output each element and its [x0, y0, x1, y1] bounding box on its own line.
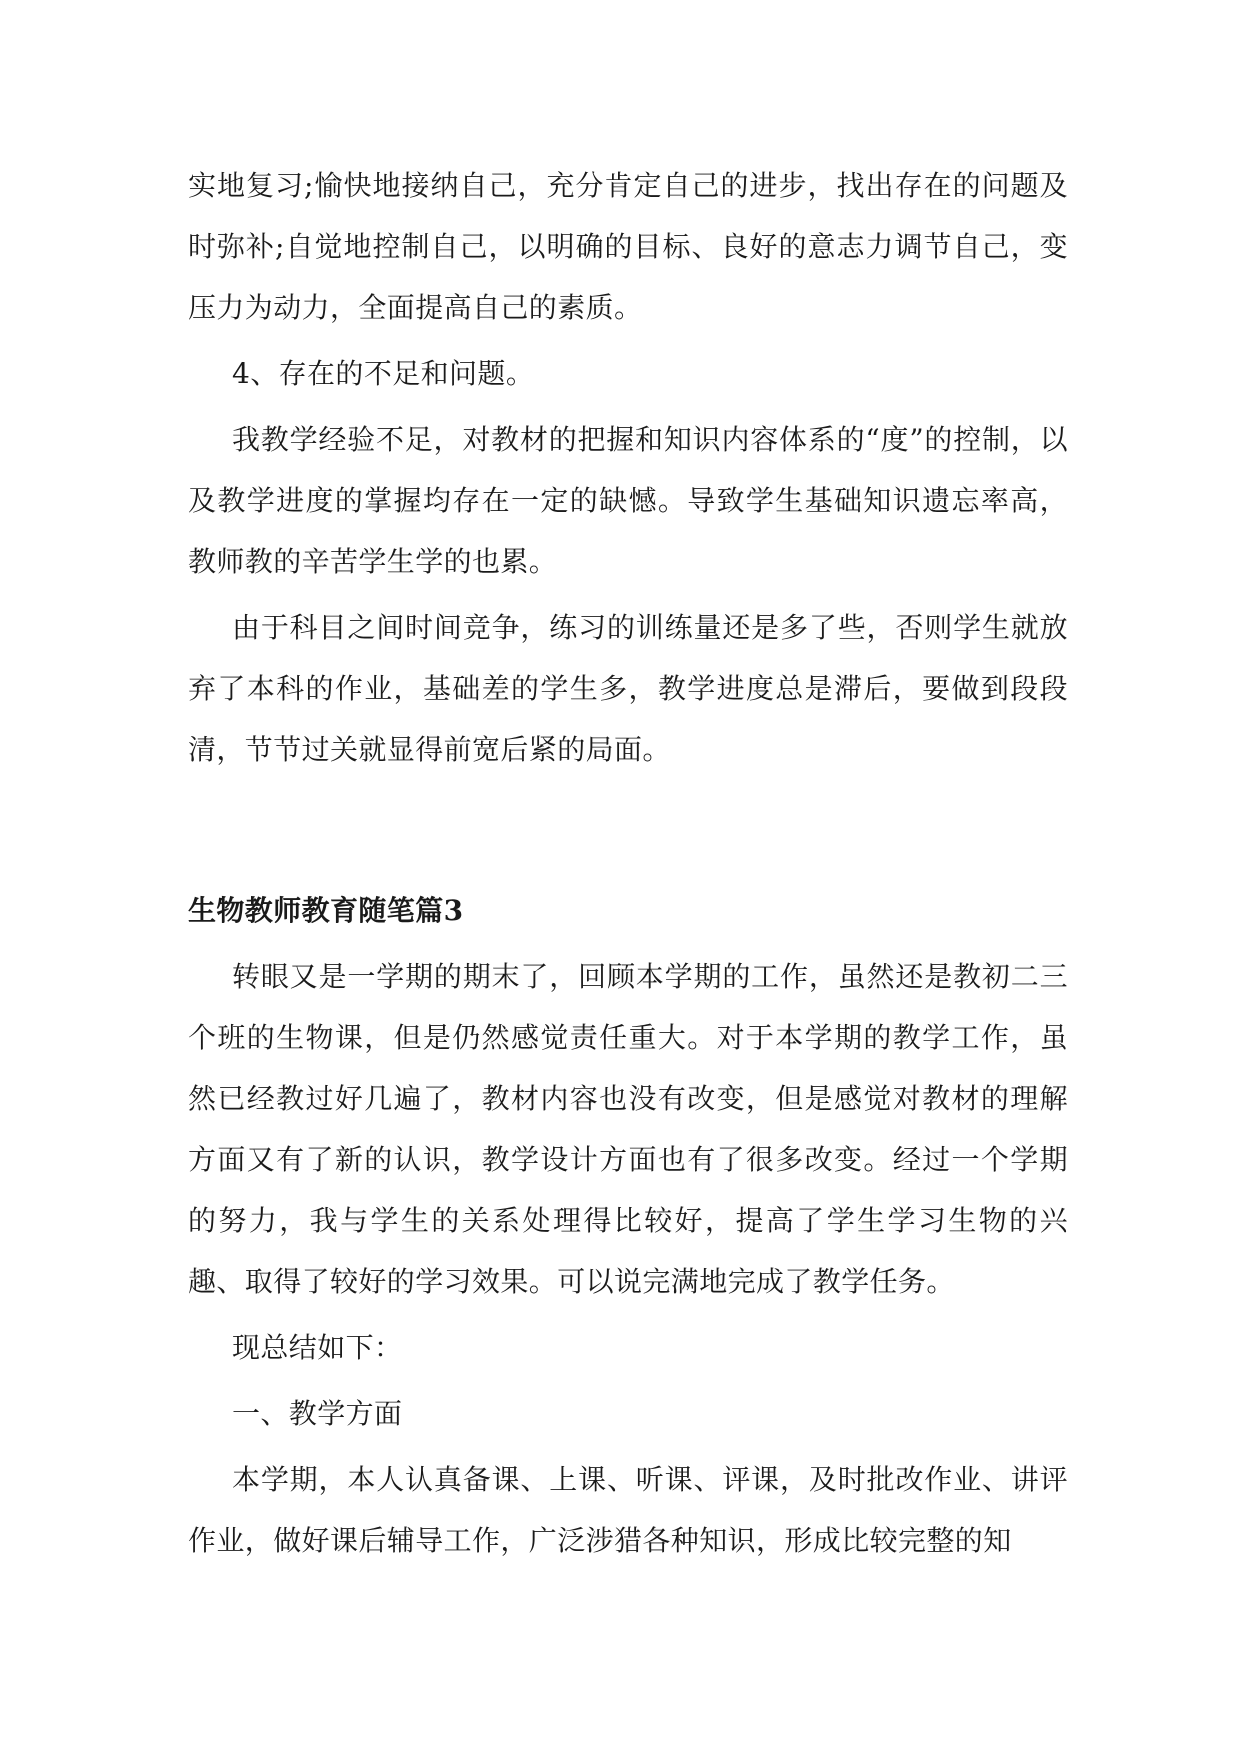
section-heading: 生物教师教育随笔篇3 — [188, 894, 464, 927]
paragraph-experience: 我教学经验不足，对教材的把握和知识内容体系的“度”的控制，以及教学进度的掌握均存在一定的缺憾。导致学生基础知识遗忘率高，教师教的辛苦学生学的也累。 — [188, 423, 1068, 578]
document-body — [188, 155, 1068, 1571]
paragraph-summary-intro: 现总结如下： — [232, 1331, 403, 1364]
paragraph-time-competition: 由于科目之间时间竞争，练习的训练量还是多了些，否则学生就放弃了本科的作业，基础差的学生多，教学进度总是滞后，要做到段段清，节节过关就显得前宽后紧的局面。 — [188, 611, 1068, 766]
paragraph-teaching-detail: 本学期，本人认真备课、上课、听课、评课，及时批改作业、讲评作业，做好课后辅导工作，广泛涉猎各种知识，形成比较完整的知 — [188, 1463, 1068, 1557]
paragraph-semester-review: 转眼又是一学期的期末了，回顾本学期的工作，虽然还是教初二三个班的生物课，但是仍然感觉责任重大。对于本学期的教学工作，虽然已经教过好几遍了，教材内容也没有改变，但是感觉对教材的理解方面又有了新的认识，教学设计方面也有了很多改变。经过一个学期的努力，我与学生的关系处理得比较好，提高了学生学习生物的兴趣、取得了较好的学习效果。可以说完满地完成了教学任务。 — [188, 960, 1068, 1298]
paragraph-review-continuation: 实地复习;愉快地接纳自己，充分肯定自己的进步，找出存在的问题及时弥补;自觉地控制自己，以明确的目标、良好的意志力调节自己，变压力为动力，全面提高自己的素质。 — [188, 169, 1068, 324]
paragraph-shortcomings-heading: 4、存在的不足和问题。 — [232, 357, 535, 390]
paragraph-teaching-heading: 一、教学方面 — [232, 1397, 403, 1430]
